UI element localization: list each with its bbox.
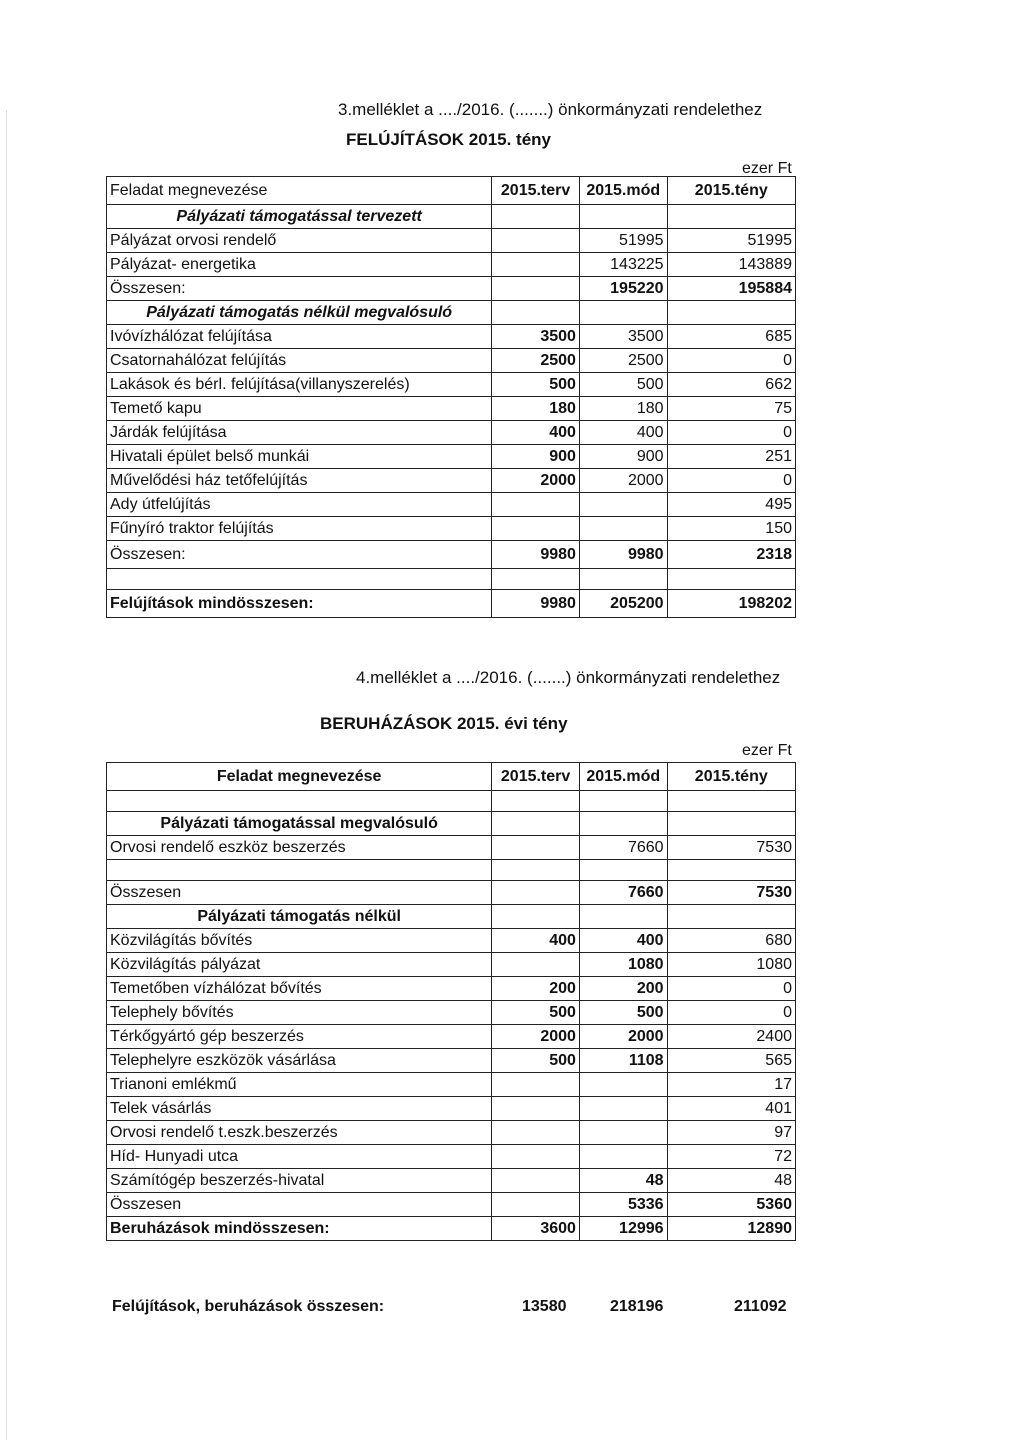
section-title: Pályázati támogatással tervezett	[107, 205, 492, 229]
actual-cell: 97	[667, 1121, 795, 1145]
actual-cell: 0	[667, 421, 795, 445]
plan-cell: 400	[492, 929, 580, 953]
task-name-cell: Telephely bővítés	[107, 1001, 492, 1025]
header-actual: 2015.tény	[667, 177, 795, 205]
table-row	[107, 881, 796, 905]
empty-cell	[492, 205, 580, 229]
table-row	[107, 325, 796, 349]
investments-table	[106, 762, 796, 1241]
table-row	[107, 836, 796, 860]
header-name: Feladat megnevezése	[107, 177, 492, 205]
actual-cell: 680	[667, 929, 795, 953]
plan-cell	[492, 1145, 580, 1169]
modified-cell: 900	[579, 445, 667, 469]
empty-cell	[492, 905, 580, 929]
empty-cell	[667, 301, 795, 325]
actual-cell: 2400	[667, 1025, 795, 1049]
modified-cell: 7660	[579, 836, 667, 860]
task-name-cell: Felújítások mindösszesen:	[107, 590, 492, 618]
empty-cell	[107, 791, 492, 812]
actual-cell: 7530	[667, 881, 795, 905]
task-name-cell: Ady útfelújítás	[107, 493, 492, 517]
task-name-cell: Hivatali épület belső munkái	[107, 445, 492, 469]
annex4-title: BERUHÁZÁSOK 2015. évi tény	[320, 714, 568, 733]
actual-cell: 251	[667, 445, 795, 469]
plan-cell	[492, 229, 580, 253]
task-name-cell: Trianoni emlékmű	[107, 1073, 492, 1097]
grand-total-mod: 218196	[610, 1298, 664, 1315]
actual-cell: 72	[667, 1145, 795, 1169]
modified-cell: 500	[579, 1001, 667, 1025]
table-row	[107, 1169, 796, 1193]
table-row	[107, 445, 796, 469]
modified-cell: 12996	[579, 1217, 667, 1241]
actual-cell: 198202	[667, 590, 795, 618]
plan-cell: 200	[492, 977, 580, 1001]
section-row	[107, 812, 796, 836]
task-name-cell: Lakások és bérl. felújítása(villanyszerelés)	[107, 373, 492, 397]
header-plan: 2015.terv	[492, 763, 580, 791]
plan-cell: 500	[492, 1001, 580, 1025]
annex3-title: FELÚJÍTÁSOK 2015. tény	[346, 130, 552, 149]
plan-cell	[492, 253, 580, 277]
task-name-cell: Temető kapu	[107, 397, 492, 421]
actual-cell: 5360	[667, 1193, 795, 1217]
plan-cell	[492, 1097, 580, 1121]
actual-cell: 495	[667, 493, 795, 517]
plan-cell: 3500	[492, 325, 580, 349]
modified-cell	[579, 517, 667, 541]
annex3-unit: ezer Ft	[742, 160, 792, 177]
annex3-heading: 3.melléklet a ..../2016. (.......) önkormányzati rendelethez	[338, 100, 763, 119]
renovations-table	[106, 176, 796, 618]
table-row	[107, 229, 796, 253]
task-name-cell: Művelődési ház tetőfelújítás	[107, 469, 492, 493]
empty-cell	[667, 812, 795, 836]
empty-cell	[579, 905, 667, 929]
spacer-row	[107, 791, 796, 812]
empty-cell	[492, 860, 580, 881]
grand-total-plan: 13580	[522, 1298, 567, 1315]
actual-cell: 150	[667, 517, 795, 541]
table-row	[107, 541, 796, 569]
empty-cell	[492, 569, 580, 590]
table-row	[107, 953, 796, 977]
task-name-cell: Térkőgyártó gép beszerzés	[107, 1025, 492, 1049]
spacer-row	[107, 569, 796, 590]
modified-cell: 180	[579, 397, 667, 421]
modified-cell: 195220	[579, 277, 667, 301]
modified-cell: 2000	[579, 469, 667, 493]
header-mod: 2015.mód	[579, 763, 667, 791]
table-row	[107, 977, 796, 1001]
plan-cell: 500	[492, 373, 580, 397]
header-row	[107, 763, 796, 791]
modified-cell: 500	[579, 373, 667, 397]
task-name-cell: Pályázat- energetika	[107, 253, 492, 277]
plan-cell: 2500	[492, 349, 580, 373]
plan-cell	[492, 1169, 580, 1193]
plan-cell	[492, 881, 580, 905]
modified-cell: 400	[579, 929, 667, 953]
plan-cell	[492, 836, 580, 860]
section-row	[107, 301, 796, 325]
plan-cell: 500	[492, 1049, 580, 1073]
header-plan: 2015.terv	[492, 177, 580, 205]
table-row	[107, 469, 796, 493]
empty-cell	[107, 860, 492, 881]
modified-cell	[579, 1121, 667, 1145]
plan-cell: 180	[492, 397, 580, 421]
table-row	[107, 1193, 796, 1217]
task-name-cell: Orvosi rendelő t.eszk.beszerzés	[107, 1121, 492, 1145]
empty-cell	[492, 301, 580, 325]
modified-cell	[579, 1145, 667, 1169]
empty-cell	[667, 905, 795, 929]
plan-cell	[492, 1073, 580, 1097]
task-name-cell: Fűnyíró traktor felújítás	[107, 517, 492, 541]
table-row	[107, 1049, 796, 1073]
spacer-row	[107, 860, 796, 881]
modified-cell	[579, 1097, 667, 1121]
actual-cell: 0	[667, 1001, 795, 1025]
plan-cell: 400	[492, 421, 580, 445]
section-row	[107, 905, 796, 929]
actual-cell: 7530	[667, 836, 795, 860]
empty-cell	[579, 791, 667, 812]
actual-cell: 143889	[667, 253, 795, 277]
actual-cell: 401	[667, 1097, 795, 1121]
plan-cell: 3600	[492, 1217, 580, 1241]
section-title: Pályázati támogatás nélkül megvalósuló	[107, 301, 492, 325]
actual-cell: 0	[667, 349, 795, 373]
actual-cell: 685	[667, 325, 795, 349]
task-name-cell: Híd- Hunyadi utca	[107, 1145, 492, 1169]
task-name-cell: Beruházások mindösszesen:	[107, 1217, 492, 1241]
section-row	[107, 205, 796, 229]
empty-cell	[492, 791, 580, 812]
header-mod: 2015.mód	[579, 177, 667, 205]
grand-total-actual: 211092	[734, 1298, 787, 1315]
actual-cell: 12890	[667, 1217, 795, 1241]
task-name-cell: Orvosi rendelő eszköz beszerzés	[107, 836, 492, 860]
task-name-cell: Összesen:	[107, 277, 492, 301]
modified-cell: 200	[579, 977, 667, 1001]
actual-cell: 2318	[667, 541, 795, 569]
table-row	[107, 421, 796, 445]
plan-cell: 2000	[492, 1025, 580, 1049]
actual-cell: 662	[667, 373, 795, 397]
empty-cell	[579, 205, 667, 229]
empty-cell	[667, 569, 795, 590]
modified-cell	[579, 1073, 667, 1097]
actual-cell: 0	[667, 977, 795, 1001]
header-name: Feladat megnevezése	[107, 763, 492, 791]
table-row	[107, 1121, 796, 1145]
empty-cell	[667, 205, 795, 229]
empty-cell	[579, 301, 667, 325]
table-row	[107, 1025, 796, 1049]
table-row	[107, 1073, 796, 1097]
modified-cell: 48	[579, 1169, 667, 1193]
empty-cell	[579, 569, 667, 590]
task-name-cell: Összesen:	[107, 541, 492, 569]
actual-cell: 0	[667, 469, 795, 493]
task-name-cell: Összesen	[107, 1193, 492, 1217]
modified-cell: 400	[579, 421, 667, 445]
modified-cell: 143225	[579, 253, 667, 277]
task-name-cell: Járdák felújítása	[107, 421, 492, 445]
table-row	[107, 1217, 796, 1241]
plan-cell	[492, 277, 580, 301]
table-row	[107, 373, 796, 397]
header-actual: 2015.tény	[667, 763, 795, 791]
modified-cell: 2000	[579, 1025, 667, 1049]
modified-cell: 1080	[579, 953, 667, 977]
plan-cell	[492, 517, 580, 541]
actual-cell: 75	[667, 397, 795, 421]
task-name-cell: Közvilágítás bővítés	[107, 929, 492, 953]
annex4-unit: ezer Ft	[742, 742, 792, 759]
task-name-cell: Közvilágítás pályázat	[107, 953, 492, 977]
table-row	[107, 493, 796, 517]
plan-cell	[492, 493, 580, 517]
task-name-cell: Számítógép beszerzés-hivatal	[107, 1169, 492, 1193]
table-row	[107, 1097, 796, 1121]
task-name-cell: Összesen	[107, 881, 492, 905]
modified-cell	[579, 493, 667, 517]
section-title: Pályázati támogatás nélkül	[107, 905, 492, 929]
plan-cell: 2000	[492, 469, 580, 493]
task-name-cell: Telephelyre eszközök vásárlása	[107, 1049, 492, 1073]
modified-cell: 2500	[579, 349, 667, 373]
table-row	[107, 277, 796, 301]
task-name-cell: Telek vásárlás	[107, 1097, 492, 1121]
task-name-cell: Csatornahálózat felújítás	[107, 349, 492, 373]
actual-cell: 1080	[667, 953, 795, 977]
grand-total-label: Felújítások, beruházások összesen:	[112, 1298, 385, 1315]
table-row	[107, 590, 796, 618]
table-row	[107, 929, 796, 953]
plan-cell	[492, 1121, 580, 1145]
modified-cell: 1108	[579, 1049, 667, 1073]
modified-cell: 3500	[579, 325, 667, 349]
scan-edge-line	[6, 110, 7, 1440]
annex4-heading: 4.melléklet a ..../2016. (.......) önkormányzati rendelethez	[356, 668, 781, 687]
actual-cell: 17	[667, 1073, 795, 1097]
empty-cell	[107, 569, 492, 590]
table-row	[107, 1001, 796, 1025]
empty-cell	[667, 791, 795, 812]
task-name-cell: Pályázat orvosi rendelő	[107, 229, 492, 253]
actual-cell: 48	[667, 1169, 795, 1193]
table-row	[107, 397, 796, 421]
table-row	[107, 253, 796, 277]
plan-cell: 9980	[492, 590, 580, 618]
empty-cell	[492, 812, 580, 836]
table-row	[107, 517, 796, 541]
empty-cell	[579, 812, 667, 836]
empty-cell	[579, 860, 667, 881]
task-name-cell: Temetőben vízhálózat bővítés	[107, 977, 492, 1001]
table-row	[107, 1145, 796, 1169]
plan-cell	[492, 953, 580, 977]
modified-cell: 205200	[579, 590, 667, 618]
actual-cell: 195884	[667, 277, 795, 301]
actual-cell: 51995	[667, 229, 795, 253]
plan-cell	[492, 1193, 580, 1217]
modified-cell: 7660	[579, 881, 667, 905]
header-row	[107, 177, 796, 205]
task-name-cell: Ivóvízhálózat felújítása	[107, 325, 492, 349]
modified-cell: 9980	[579, 541, 667, 569]
plan-cell: 900	[492, 445, 580, 469]
empty-cell	[667, 860, 795, 881]
table-row	[107, 349, 796, 373]
modified-cell: 51995	[579, 229, 667, 253]
actual-cell: 565	[667, 1049, 795, 1073]
plan-cell: 9980	[492, 541, 580, 569]
modified-cell: 5336	[579, 1193, 667, 1217]
section-title: Pályázati támogatással megvalósuló	[107, 812, 492, 836]
